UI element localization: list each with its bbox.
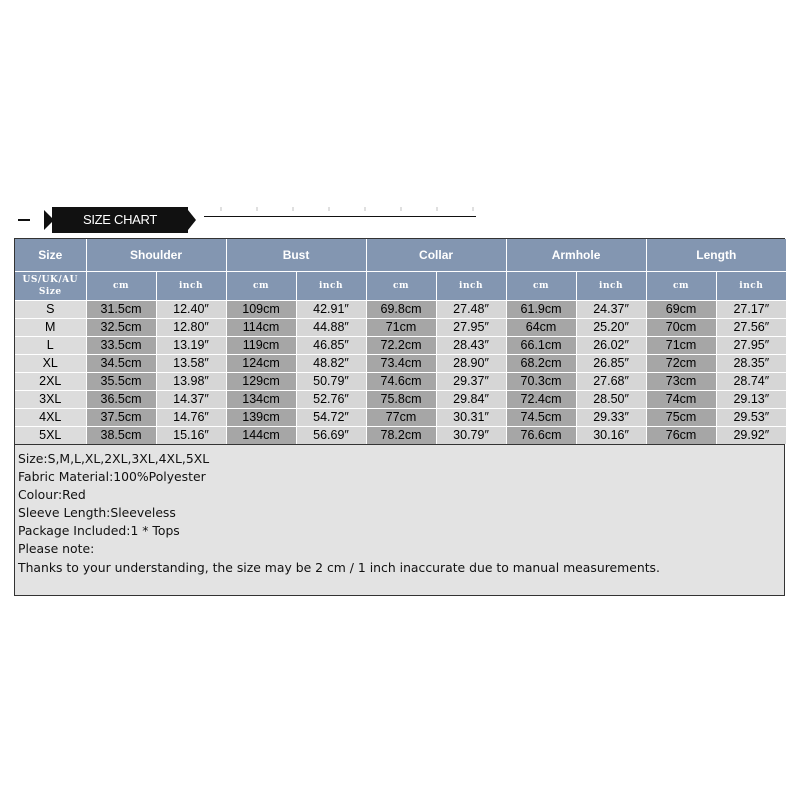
- size-cell: L: [15, 337, 86, 355]
- cm-cell: 72cm: [646, 355, 716, 373]
- note-line: Package Included:1 * Tops: [18, 523, 180, 539]
- cm-cell: 72.2cm: [366, 337, 436, 355]
- inch-cell: 30.31″: [436, 409, 506, 427]
- note-line: Please note:: [18, 541, 95, 557]
- table-row: [15, 301, 786, 319]
- cm-cell: 139cm: [226, 409, 296, 427]
- banner-right-notch: [188, 210, 196, 230]
- cm-cell: 109cm: [226, 301, 296, 319]
- size-cell: M: [15, 319, 86, 337]
- banner-title: SIZE CHART: [52, 207, 188, 233]
- size-table-body: [15, 301, 786, 445]
- note-line: Fabric Material:100%Polyester: [18, 469, 206, 485]
- unit-inch: inch: [436, 272, 506, 301]
- cm-cell: 74.6cm: [366, 373, 436, 391]
- unit-inch: inch: [576, 272, 646, 301]
- table-row: [15, 337, 786, 355]
- inch-cell: 56.69″: [296, 427, 366, 445]
- unit-inch: inch: [296, 272, 366, 301]
- inch-cell: 27.95″: [716, 337, 786, 355]
- table-row: [15, 355, 786, 373]
- inch-cell: 27.95″: [436, 319, 506, 337]
- inch-cell: 48.82″: [296, 355, 366, 373]
- inch-cell: 13.98″: [156, 373, 226, 391]
- cm-cell: 74cm: [646, 391, 716, 409]
- size-table: [15, 239, 786, 444]
- cm-cell: 64cm: [506, 319, 576, 337]
- inch-cell: 52.76″: [296, 391, 366, 409]
- inch-cell: 26.02″: [576, 337, 646, 355]
- inch-cell: 25.20″: [576, 319, 646, 337]
- inch-cell: 28.35″: [716, 355, 786, 373]
- size-cell: 5XL: [15, 427, 86, 445]
- size-column-header: Size: [15, 239, 86, 272]
- unit-cm: cm: [506, 272, 576, 301]
- shoulder-header: Shoulder: [86, 239, 226, 272]
- unit-inch: inch: [156, 272, 226, 301]
- cm-cell: 71cm: [646, 337, 716, 355]
- cm-cell: 36.5cm: [86, 391, 156, 409]
- inch-cell: 13.19″: [156, 337, 226, 355]
- cm-cell: 35.5cm: [86, 373, 156, 391]
- inch-cell: 54.72″: [296, 409, 366, 427]
- armhole-header: Armhole: [506, 239, 646, 272]
- size-cell: 3XL: [15, 391, 86, 409]
- unit-cm: cm: [226, 272, 296, 301]
- table-row: [15, 409, 786, 427]
- cm-cell: 73.4cm: [366, 355, 436, 373]
- inch-cell: 27.17″: [716, 301, 786, 319]
- inch-cell: 29.13″: [716, 391, 786, 409]
- table-header-row: [15, 239, 786, 272]
- unit-cm: cm: [86, 272, 156, 301]
- unit-cm: cm: [646, 272, 716, 301]
- inch-cell: 27.68″: [576, 373, 646, 391]
- collar-header: Collar: [366, 239, 506, 272]
- cm-cell: 144cm: [226, 427, 296, 445]
- size-cell: S: [15, 301, 86, 319]
- unit-cm: cm: [366, 272, 436, 301]
- inch-cell: 28.90″: [436, 355, 506, 373]
- inch-cell: 13.58″: [156, 355, 226, 373]
- cm-cell: 33.5cm: [86, 337, 156, 355]
- table-row: [15, 319, 786, 337]
- note-line: Thanks to your understanding, the size may be 2 cm / 1 inch inaccurate due to manual measurements.: [18, 559, 660, 575]
- cm-cell: 34.5cm: [86, 355, 156, 373]
- inch-cell: 12.80″: [156, 319, 226, 337]
- inch-cell: 14.37″: [156, 391, 226, 409]
- inch-cell: 27.48″: [436, 301, 506, 319]
- cm-cell: 114cm: [226, 319, 296, 337]
- size-cell: 2XL: [15, 373, 86, 391]
- cm-cell: 124cm: [226, 355, 296, 373]
- length-header: Length: [646, 239, 786, 272]
- cm-cell: 76.6cm: [506, 427, 576, 445]
- cm-cell: 78.2cm: [366, 427, 436, 445]
- inch-cell: 44.88″: [296, 319, 366, 337]
- bust-header: Bust: [226, 239, 366, 272]
- size-cell: XL: [15, 355, 86, 373]
- cm-cell: 75cm: [646, 409, 716, 427]
- cm-cell: 129cm: [226, 373, 296, 391]
- inch-cell: 29.33″: [576, 409, 646, 427]
- inch-cell: 28.50″: [576, 391, 646, 409]
- inch-cell: 46.85″: [296, 337, 366, 355]
- table-row: [15, 391, 786, 409]
- cm-cell: 69cm: [646, 301, 716, 319]
- region-size-label: US/UK/AU Size: [15, 272, 86, 301]
- size-chart: [14, 238, 785, 596]
- inch-cell: 28.74″: [716, 373, 786, 391]
- cm-cell: 73cm: [646, 373, 716, 391]
- size-cell: 4XL: [15, 409, 86, 427]
- cm-cell: 69.8cm: [366, 301, 436, 319]
- cm-cell: 70.3cm: [506, 373, 576, 391]
- inch-cell: 30.16″: [576, 427, 646, 445]
- cm-cell: 68.2cm: [506, 355, 576, 373]
- cm-cell: 77cm: [366, 409, 436, 427]
- inch-cell: 29.92″: [716, 427, 786, 445]
- table-row: [15, 427, 786, 445]
- note-line: Size:S,M,L,XL,2XL,3XL,4XL,5XL: [18, 451, 210, 466]
- inch-cell: 24.37″: [576, 301, 646, 319]
- cm-cell: 37.5cm: [86, 409, 156, 427]
- banner-rule: [204, 216, 476, 217]
- cm-cell: 76cm: [646, 427, 716, 445]
- cm-cell: 38.5cm: [86, 427, 156, 445]
- cm-cell: 72.4cm: [506, 391, 576, 409]
- note-line: Colour:Red: [18, 487, 86, 503]
- cm-cell: 70cm: [646, 319, 716, 337]
- product-notes: [15, 444, 784, 595]
- banner-dots: [204, 207, 476, 211]
- inch-cell: 15.16″: [156, 427, 226, 445]
- inch-cell: 50.79″: [296, 373, 366, 391]
- size-chart-banner: [14, 207, 484, 233]
- inch-cell: 27.56″: [716, 319, 786, 337]
- cm-cell: 119cm: [226, 337, 296, 355]
- banner-dash: [18, 219, 30, 221]
- inch-cell: 26.85″: [576, 355, 646, 373]
- inch-cell: 14.76″: [156, 409, 226, 427]
- cm-cell: 66.1cm: [506, 337, 576, 355]
- cm-cell: 31.5cm: [86, 301, 156, 319]
- inch-cell: 30.79″: [436, 427, 506, 445]
- unit-inch: inch: [716, 272, 786, 301]
- inch-cell: 29.37″: [436, 373, 506, 391]
- table-row: [15, 373, 786, 391]
- inch-cell: 28.43″: [436, 337, 506, 355]
- inch-cell: 29.84″: [436, 391, 506, 409]
- cm-cell: 75.8cm: [366, 391, 436, 409]
- cm-cell: 32.5cm: [86, 319, 156, 337]
- inch-cell: 42.91″: [296, 301, 366, 319]
- cm-cell: 61.9cm: [506, 301, 576, 319]
- cm-cell: 71cm: [366, 319, 436, 337]
- inch-cell: 29.53″: [716, 409, 786, 427]
- cm-cell: 74.5cm: [506, 409, 576, 427]
- inch-cell: 12.40″: [156, 301, 226, 319]
- unit-header-row: [15, 272, 786, 301]
- note-line: Sleeve Length:Sleeveless: [18, 505, 176, 521]
- cm-cell: 134cm: [226, 391, 296, 409]
